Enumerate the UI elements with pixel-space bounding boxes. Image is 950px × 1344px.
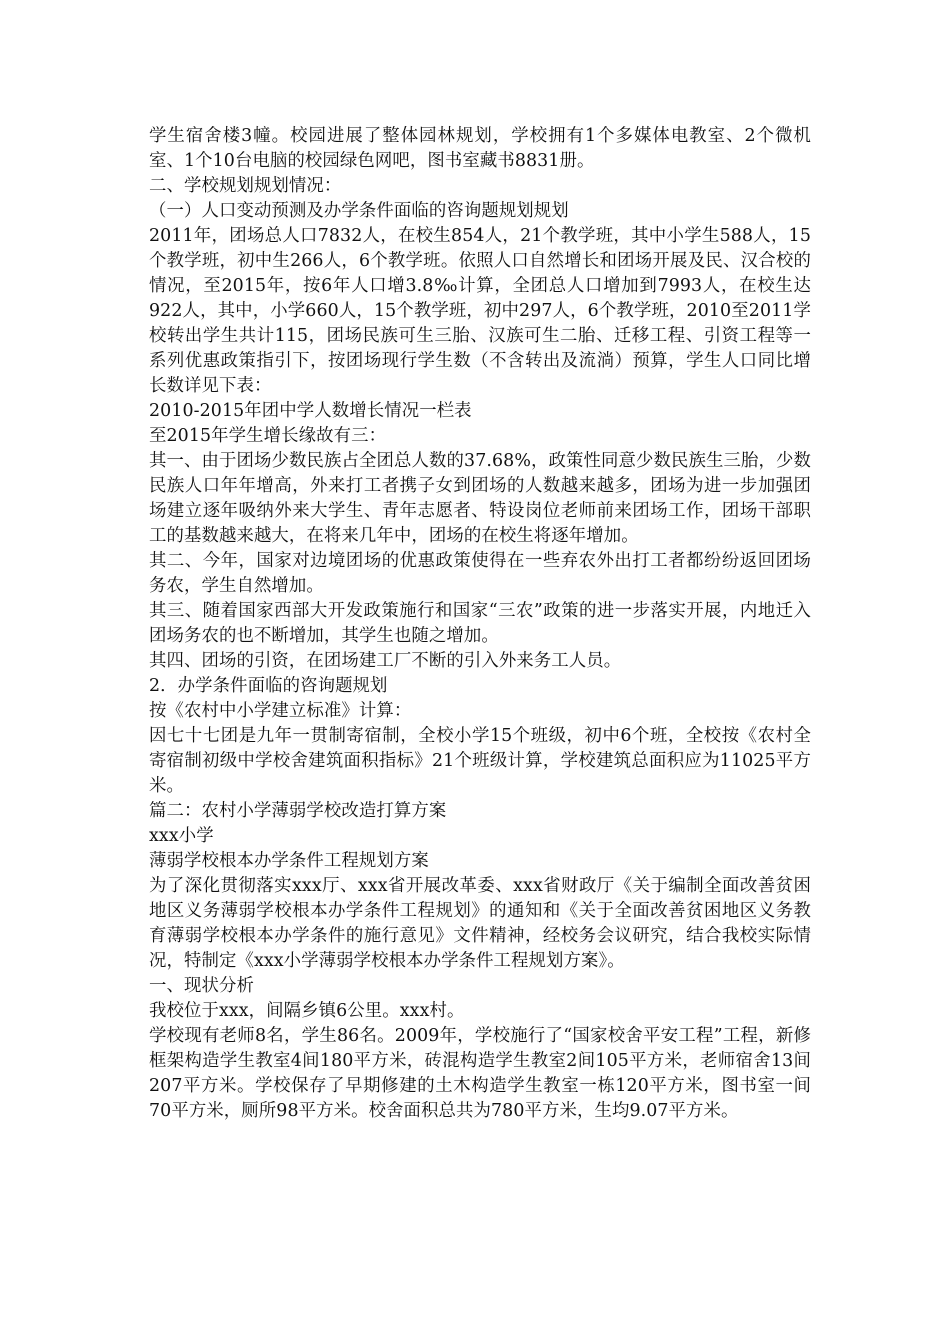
paragraph-school-location: 我校位于xxx，间隔乡镇6公里。xxx村。 (149, 1001, 465, 1021)
paragraph-staff-and-buildings: 学校现有老师8名，学生86名。2009年，学校施行了“国家校舍平安工程”工程，新修框架构造学生教室4间180平方米，砖混构造学生教室2间105平方米，老师宿舍13间207平方米。学校保存了早期修建的土木构造学生教室一栋120平方米，图书室一间70平方米，厕所98平方米。校舍面积总共为780平方米，生均9.07平方米。 (149, 1026, 811, 1121)
document-body (149, 124, 811, 1124)
heading-current-analysis: 一、现状分析 (149, 976, 254, 996)
heading-school-planning: 二、学校规划规划情况： (149, 176, 342, 196)
paragraph-plan-purpose: 为了深化贯彻落实xxx厅、xxx省开展改革委、xxx省财政厅《关于编制全面改善贫困地区义务薄弱学校根本办学条件工程规划》的通知和《关于全面改善贫困地区义务教育薄弱学校根本办学条件的施行意见》文件精神，经校务会议研究，结合我校实际情况，特制定《xxx小学薄弱学校根本办学条件工程规划方案》。 (149, 876, 811, 971)
paragraph-reason-three: 其三、随着国家西部大开发政策施行和国家“三农”政策的进一步落实开展，内地迁入团场务农的也不断增加，其学生也随之增加。 (149, 601, 811, 646)
heading-part-two: 篇二：农村小学薄弱学校改造打算方案 (149, 801, 447, 821)
heading-school-conditions: 2．办学条件面临的咨询题规划 (149, 676, 388, 696)
paragraph-reason-four: 其四、团场的引资，在团场建工厂不断的引入外来务工人员。 (149, 651, 622, 671)
paragraph-population-2011: 2011年，团场总人口7832人，在校生854人，21个教学班，其中小学生588人，15个教学班，初中生266人，6个教学班。依照人口自然增长和团场开展及民、汉合校的情况，至2015年，按6年人口增3.8‰计算，全团总人口增加到7993人，在校生达922人，其中，小学660人，15个教学班，初中297人，6个教学班，2010至2011学校转出学生共计115，团场民族可生三胎、汉族可生二胎、迁移工程、引资工程等一系列优惠政策指引下，按团场现行学生数（不含转出及流淌）预算，学生人口同比增长数详见下表： (149, 226, 811, 396)
plan-title: 薄弱学校根本办学条件工程规划方案 (149, 851, 429, 871)
paragraph-growth-reasons-intro: 至2015年学生增长缘故有三： (149, 426, 387, 446)
table-caption-student-growth: 2010-2015年团中学人数增长情况一栏表 (149, 401, 472, 421)
school-name: xxx小学 (149, 826, 214, 846)
paragraph-reason-one: 其一、由于团场少数民族占全团总人数的37.68%，政策性同意少数民族生三胎，少数民族人口年年增高，外来打工者携子女到团场的人数越来越多，团场为进一步加强团场建立逐年吸纳外来大学生、青年志愿者、特设岗位老师前来团场工作，团场干部职工的基数越来越大，在将来几年中，团场的在校生将逐年增加。 (149, 451, 811, 546)
paragraph-building-area: 因七十七团是九年一贯制寄宿制，全校小学15个班级，初中6个班，全校按《农村全寄宿制初级中学校舍建筑面积指标》21个班级计算，学校建筑总面积应为11025平方米。 (149, 726, 811, 796)
paragraph-reason-two: 其二、今年，国家对边境团场的优惠政策使得在一些弃农外出打工者都纷纷返回团场务农，学生自然增加。 (149, 551, 811, 596)
paragraph-dormitory-summary: 学生宿舍楼3幢。校园进展了整体园林规划，学校拥有1个多媒体电教室、2个微机室、1个10台电脑的校园绿色网吧，图书室藏书8831册。 (149, 126, 811, 171)
paragraph-standard-calculation: 按《农村中小学建立标准》计算： (149, 701, 412, 721)
heading-population-forecast: （一）人口变动预测及办学条件面临的咨询题规划规划 (149, 201, 569, 221)
